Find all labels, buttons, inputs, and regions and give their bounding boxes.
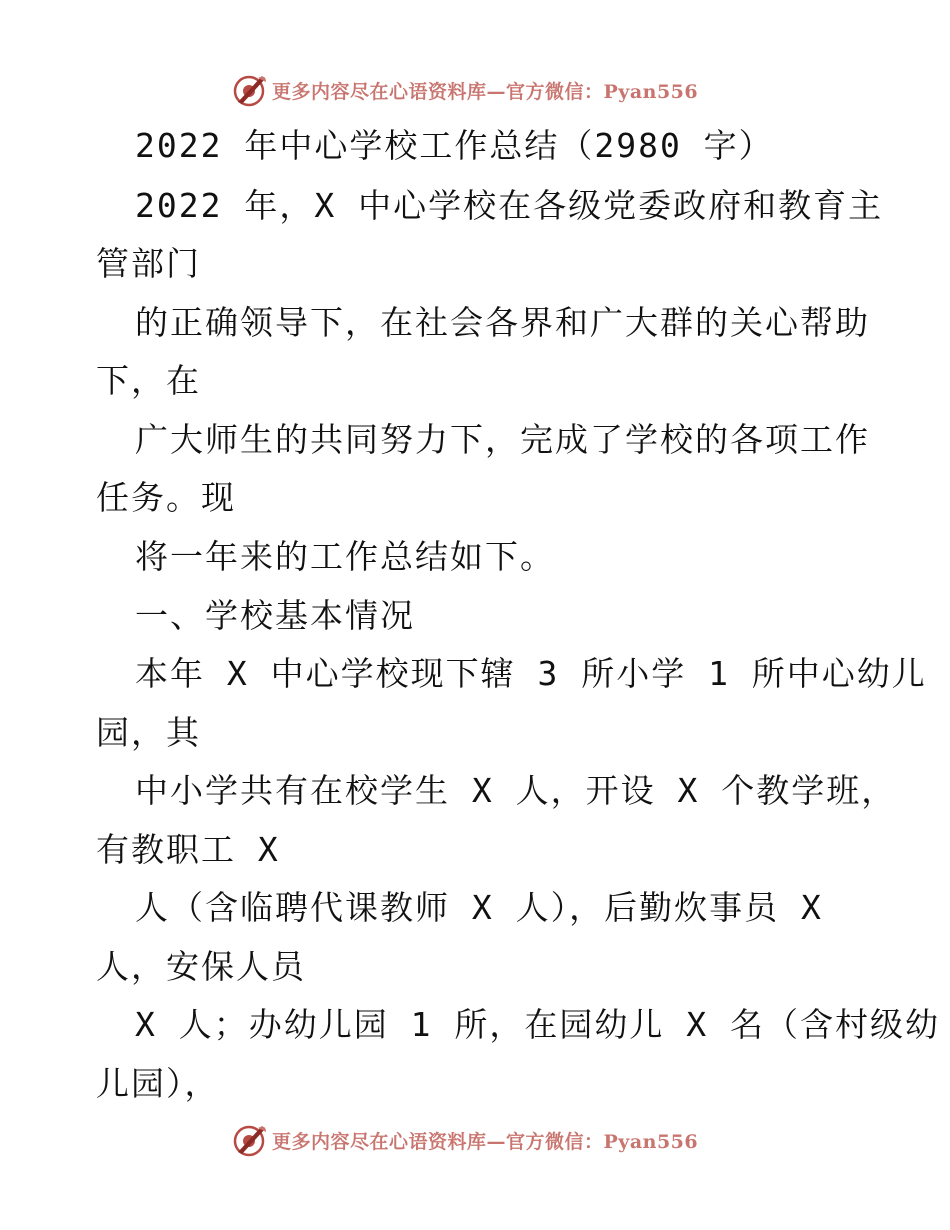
document-title: 2022 年中心学校工作总结（2980 字） — [135, 126, 774, 165]
paragraph-line: 人（含临聘代课教师 X 人），后勤炊事员 X — [135, 888, 823, 927]
paragraph-line: 儿园）， — [96, 1064, 220, 1103]
banner-text: 更多内容尽在心语资料库—官方微信：Pyan556 — [272, 80, 699, 103]
paragraph-line: 有教职工 X — [96, 830, 280, 869]
paragraph-line: 将一年来的工作总结如下。 — [135, 537, 555, 576]
paragraph-line: 的正确领导下，在社会各界和广大群的关心帮助 — [135, 303, 870, 342]
header-banner — [232, 70, 698, 110]
paragraph-line: X 人；办幼儿园 1 所，在园幼儿 X 名（含村级幼 — [135, 1005, 940, 1044]
paragraph-line: 管部门 — [96, 244, 201, 283]
paragraph-line: 下，在 — [96, 361, 201, 400]
paragraph-line: 2022 年，X 中心学校在各级党委政府和教育主 — [135, 186, 884, 225]
paragraph-line: 中小学共有在校学生 X 人，开设 X 个教学班， — [135, 771, 897, 810]
quill-pen-logo-icon — [232, 72, 268, 108]
quill-pen-logo-icon — [232, 1122, 268, 1158]
paragraph-line: 任务。现 — [96, 478, 236, 517]
banner-text: 更多内容尽在心语资料库—官方微信：Pyan556 — [272, 1130, 699, 1153]
paragraph-line: 广大师生的共同努力下，完成了学校的各项工作 — [135, 420, 870, 459]
footer-banner — [232, 1120, 698, 1160]
paragraph-line: 园，其 — [96, 713, 201, 752]
section-heading: 一、学校基本情况 — [135, 596, 415, 635]
paragraph-line: 人，安保人员 — [96, 947, 306, 986]
paragraph-line: 本年 X 中心学校现下辖 3 所小学 1 所中心幼儿 — [135, 654, 927, 693]
